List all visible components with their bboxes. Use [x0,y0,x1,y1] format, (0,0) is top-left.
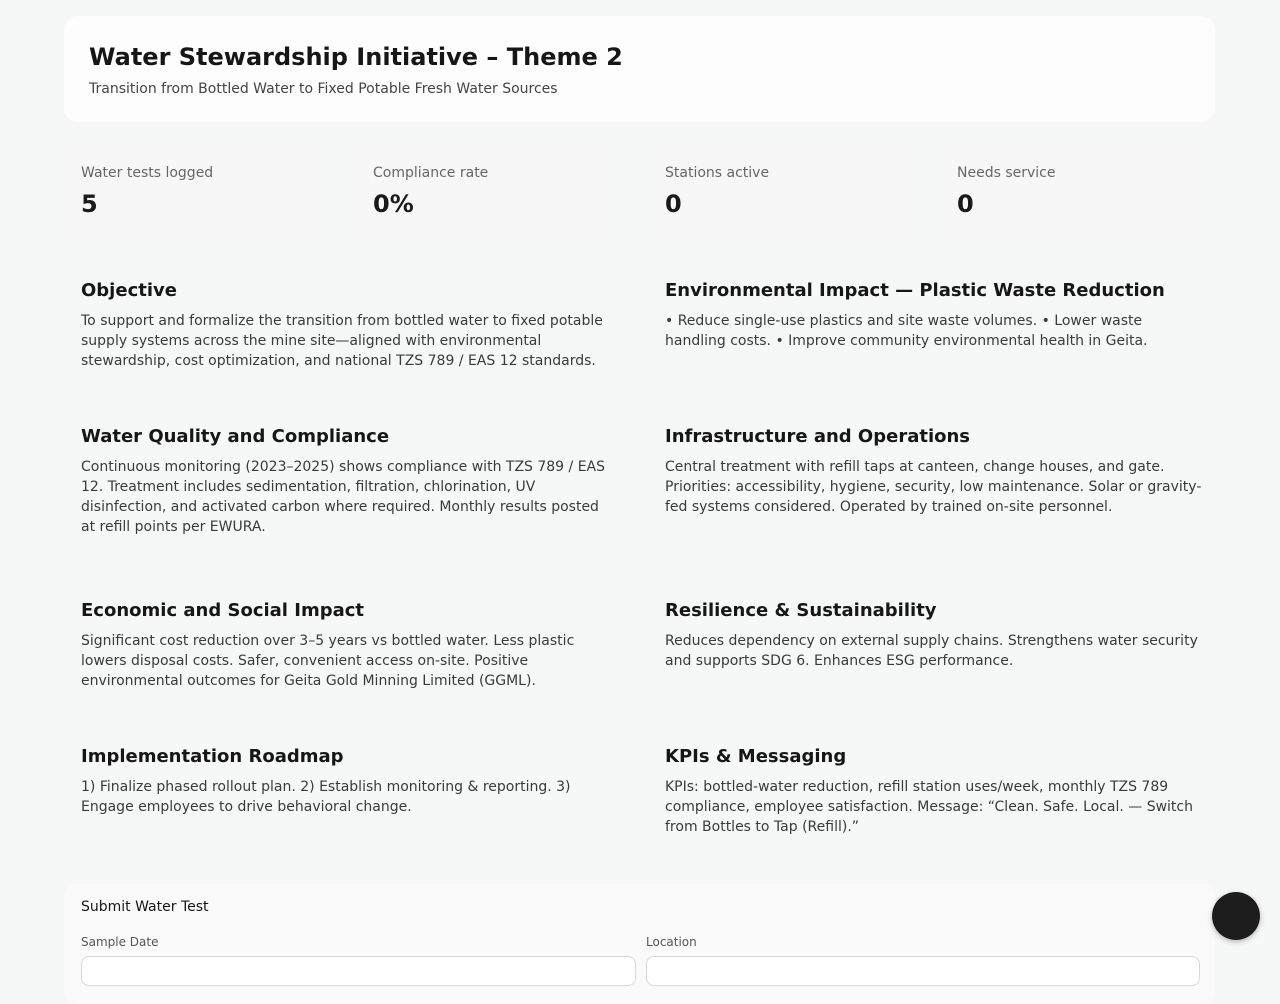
stat-label: Needs service [957,165,1056,181]
section-title: Environmental Impact — Plastic Waste Reduction [665,280,1165,301]
section-body: Central treatment with refill taps at canteen, change houses, and gate. Priorities: accessibility, hygiene, security, low maintenance. Solar or gravity-fed systems considered. Operated by trained on-site personnel. [665,459,1202,515]
stat-stations-active [648,150,908,234]
submit-form-title: Submit Water Test [81,899,209,915]
section-body: 1) Finalize phased rollout plan. 2) Establish monitoring & reporting. 3) Engage employees to drive behavioral change. [81,779,571,815]
section-body: KPIs: bottled-water reduction, refill station uses/week, monthly TZS 789 compliance, employee satisfaction. Message: “Clean. Safe. Local. — Switch from Bottles to Tap (Refill).” [665,779,1193,835]
section-infrastructure [665,425,1205,517]
page-title: Water Stewardship Initiative – Theme 2 [89,43,623,71]
page-subtitle: Transition from Bottled Water to Fixed Potable Fresh Water Sources [89,81,558,97]
section-title: KPIs & Messaging [665,746,847,767]
header-card [64,16,1215,122]
section-kpis [665,745,1205,837]
location-input[interactable] [646,956,1200,986]
section-body: Significant cost reduction over 3–5 years vs bottled water. Less plastic lowers disposal costs. Safer, convenient access on-site. Positive environmental outcomes for Geita Gold Minning Limited (GGML). [81,633,575,689]
section-title: Resilience & Sustainability [665,600,937,621]
section-objective [81,279,611,371]
section-environmental-impact [665,279,1205,351]
section-title: Water Quality and Compliance [81,426,390,447]
stat-water-tests [64,150,324,234]
stat-value: 0 [665,190,682,218]
stat-value: 0 [957,190,974,218]
stat-label: Stations active [665,165,770,181]
stat-label: Compliance rate [373,165,489,181]
section-body: To support and formalize the transition from bottled water to fixed potable supply systems across the mine site—aligned with environmental stewardship, cost optimization, and national TZS 789 / EAS 12 standards. [81,313,603,369]
section-water-quality [81,425,611,537]
section-title: Objective [81,280,177,301]
sample-date-input[interactable] [81,956,636,986]
section-resilience [665,599,1205,671]
section-title: Implementation Roadmap [81,746,344,767]
sample-date-label: Sample Date [81,935,159,949]
location-label: Location [646,935,697,949]
submit-water-test-card [64,884,1215,1004]
section-title: Economic and Social Impact [81,600,364,621]
floating-action-button[interactable] [1212,892,1260,940]
stats-row [64,150,1215,234]
stat-label: Water tests logged [81,165,214,181]
stat-compliance-rate [356,150,616,234]
section-economic-social [81,599,611,691]
stat-value: 5 [81,190,98,218]
section-title: Infrastructure and Operations [665,426,971,447]
section-body: Continuous monitoring (2023–2025) shows compliance with TZS 789 / EAS 12. Treatment includes sedimentation, filtration, chlorination, UV disinfection, and activated carbon where required. Monthly results posted at refill points per EWURA. [81,459,606,535]
section-body: • Reduce single-use plastics and site waste volumes. • Lower waste handling costs. • Improve community environmental health in Geita. [665,313,1148,349]
section-body: Reduces dependency on external supply chains. Strengthens water security and supports SDG 6. Enhances ESG performance. [665,633,1198,669]
stat-value: 0% [373,190,414,218]
section-roadmap [81,745,611,817]
stat-needs-service [940,150,1200,234]
